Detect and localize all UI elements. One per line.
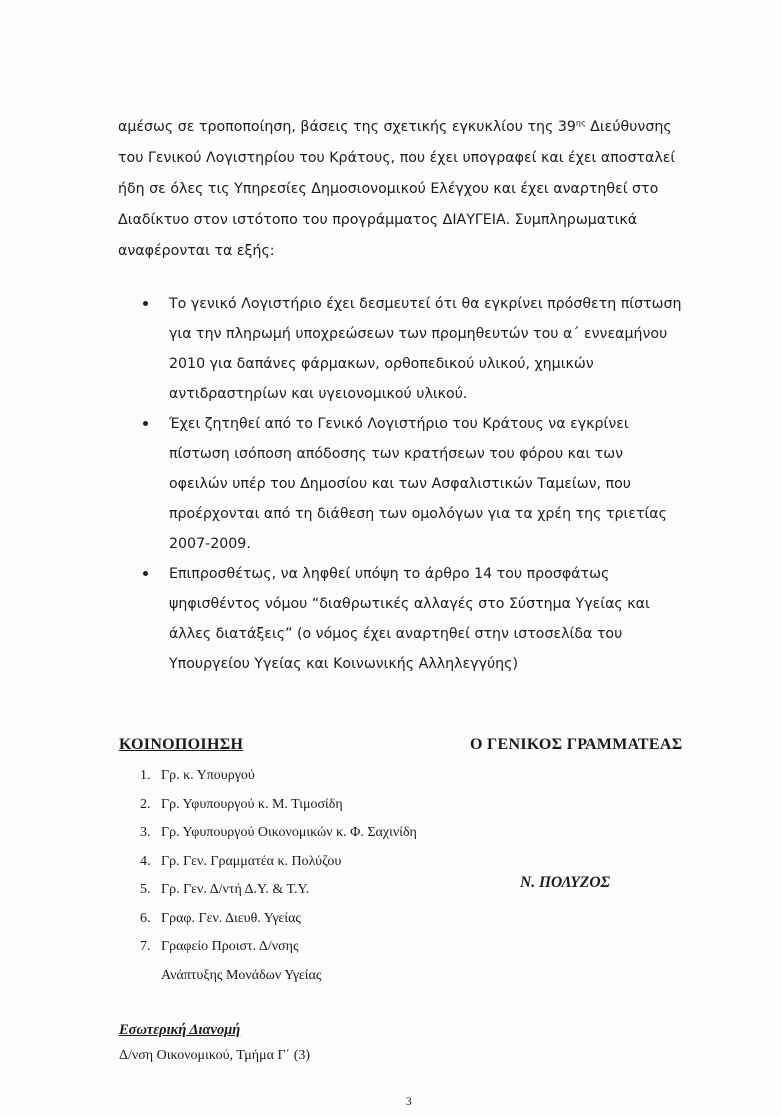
notification-item: 6. Γραφ. Γεν. Διευθ. Υγείας xyxy=(140,910,301,926)
paragraph-line: Διαδίκτυο στον ιστότοπο του προγράμματος ΔΙΑΥΓΕΙΑ. Συμπληρωματικά xyxy=(118,212,638,228)
notification-item: 4. Γρ. Γεν. Γραμματέα κ. Πολύζου xyxy=(140,853,342,869)
ordinal-suffix: ης xyxy=(575,118,586,128)
notification-item: 5. Γρ. Γεν. Δ/ντή Δ.Υ. & Τ.Υ. xyxy=(140,882,310,897)
notification-heading: ΚΟΙΝΟΠΟΙΗΣΗ xyxy=(119,736,244,753)
notification-item: 7. Γραφείο Προιστ. Δ/νσης xyxy=(140,939,299,954)
paragraph-line: του Γενικού Λογιστηρίου του Κράτους, που έχει υπογραφεί και έχει αποσταλεί xyxy=(118,150,676,166)
bullet-item: Έχει ζητηθεί από το Γενικό Λογιστήριο του Κράτους να εγκρίνει πίστωση ισόποση απόδοσης των κρατήσεων του φόρου και των οφειλών υπέρ του Δημοσίου και των Ασφαλιστικών Ταμείων, που προέρχονται από τη διάθεση των ομολόγων για τα χρέη της τριετίας 2007-2009. xyxy=(140,409,720,559)
bullet-dot-icon xyxy=(143,301,148,306)
notification-item: 1. Γρ. κ. Υπουργού xyxy=(140,768,255,783)
bullet-item: Επιπροσθέτως, να ληφθεί υπόψη το άρθρο 14 του προσφάτως ψηφισθέντος νόμου “διαθρωτικές αλλαγές στο Σύστημα Υγείας και άλλες διατάξεις” (ο νόμος έχει αναρτηθεί στην ιστοσελίδα του Υπουργείου Υγείας και Κοινωνικής Αλληλεγγύης) xyxy=(140,559,720,679)
bullet-list xyxy=(140,289,720,679)
internal-distribution-heading: Εσωτερική Διανομή xyxy=(119,1022,241,1038)
signature-name: Ν. ΠΟΛΥΖΟΣ xyxy=(520,874,611,891)
internal-distribution-line: Δ/νση Οικονομικού, Τμήμα Γ΄ (3) xyxy=(119,1048,311,1063)
bullet-item: Το γενικό Λογιστήριο έχει δεσμευτεί ότι θα εγκρίνει πρόσθετη πίστωση για την πληρωμή υποχρεώσεων των προμηθευτών του α΄ εννεαμήνου 2010 για δαπάνες φάρμακων, ορθοπεδικού υλικού, χημικών αντιδραστηρίων και υγειονομικού υλικού. xyxy=(140,289,720,409)
notification-item: 3. Γρ. Υφυπουργού Οικονομικών κ. Φ. Σαχινίδη xyxy=(140,825,417,840)
notification-item-continuation: Ανάπτυξης Μονάδων Υγείας xyxy=(161,967,322,983)
page-number: 3 xyxy=(406,1096,412,1108)
notification-list xyxy=(140,762,417,990)
paragraph-line: ήδη σε όλες τις Υπηρεσίες Δημοσιονομικού Ελέγχου και έχει αναρτηθεί στο xyxy=(118,181,659,197)
intro-paragraph xyxy=(118,112,708,267)
signature-title: Ο ΓΕΝΙΚΟΣ ΓΡΑΜΜΑΤΕΑΣ xyxy=(470,736,683,753)
bullet-dot-icon xyxy=(143,571,148,576)
notification-item: 2. Γρ. Υφυπουργού κ. Μ. Τιμοσίδη xyxy=(140,796,343,812)
paragraph-line: αμέσως σε τροποποίηση, βάσεις της σχετικής εγκυκλίου της $39^{\eta\varsigma}$ Διεύθυνσης xyxy=(118,118,672,135)
paragraph-line: αναφέρονται τα εξής: xyxy=(118,243,275,259)
bullet-dot-icon xyxy=(143,421,148,426)
